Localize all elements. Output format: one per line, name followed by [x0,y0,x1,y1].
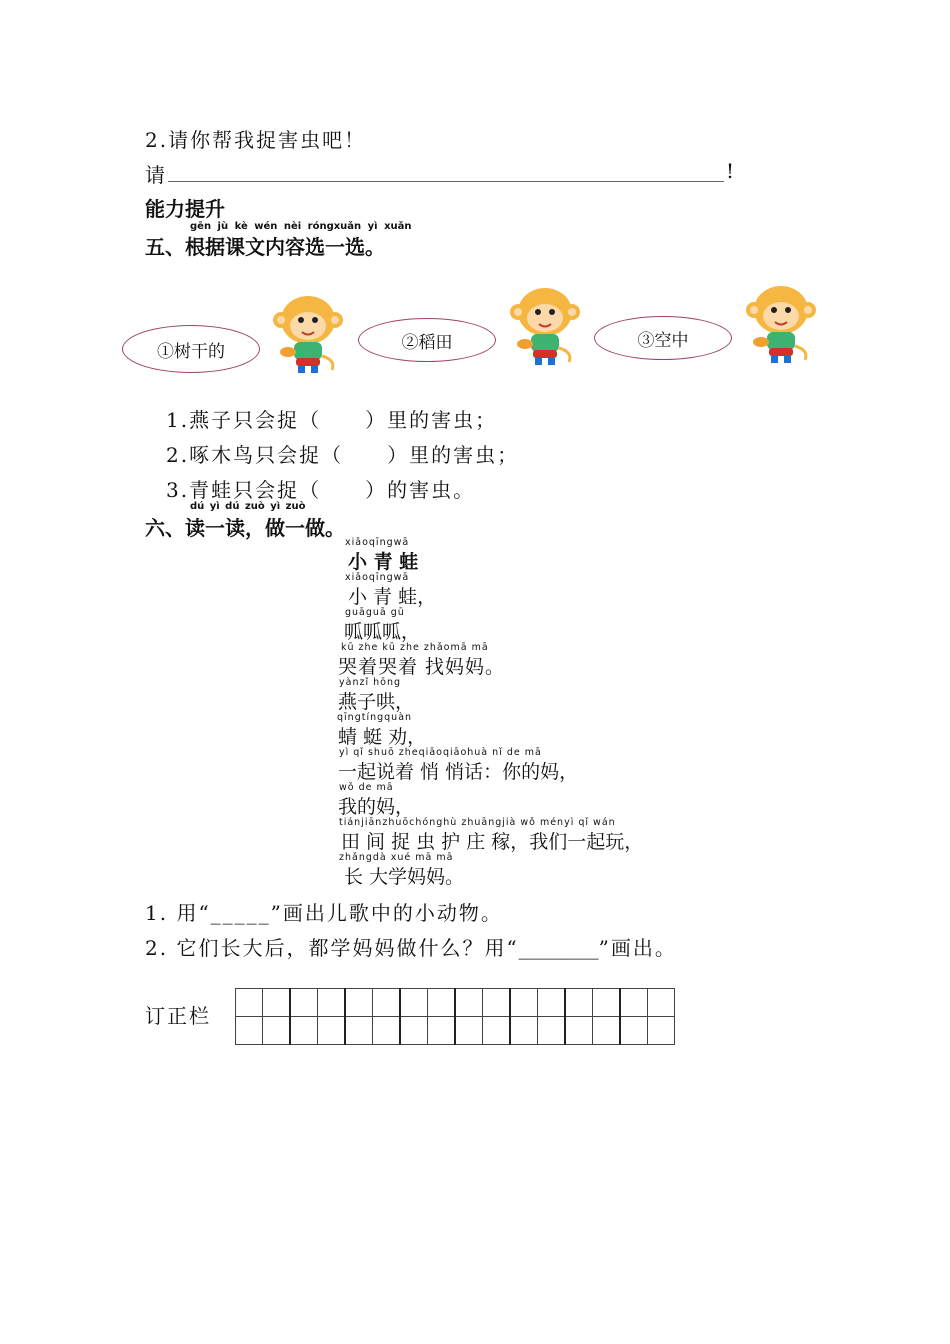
task-6-2 [145,932,677,961]
poem-line-pinyin: yì qǐ shuō zheqiāoqiāohuà nǐ de mā [339,747,542,758]
poem-line: 呱呱呱， [344,621,421,643]
section5-heading: 五、根据课文内容选一选。 [145,235,385,259]
question-5-1: 1.燕子只会捉（ ）里的害虫； [166,408,498,432]
poem-line: 燕子哄， [338,691,415,713]
section6-heading: 六、读一读，做一做。 [145,516,345,540]
task-6-1-after: ”画出儿歌中的小动物。 [270,901,503,925]
poem-line: 田 间 捉 虫 护 庄 稼，我们一起玩， [341,831,644,853]
monkey-icon [499,282,591,368]
poem-line: 小 青 蛙， [348,586,437,608]
option-oval-3[interactable]: ③空中 [594,316,732,360]
poem-line: 一起说着 悄 悄话：你的妈， [338,761,579,783]
poem-line-pinyin: yànzǐ hōng [339,677,401,688]
monkey-icon [735,280,827,366]
poem-title: 小 青 蛙 [348,551,419,573]
section5-pinyin: gēn jù kè wén nèi róngxuǎn yì xuǎn [190,221,412,232]
poem-line: 哭着哭着 找妈妈。 [338,656,506,678]
poem-line-pinyin: wǒ de mā [339,782,394,793]
poem-line-pinyin: kū zhe kū zhe zhǎomā mā [341,642,489,653]
task-6-2-before: 2. 它们长大后，都学妈妈做什么？用“ [145,936,519,960]
answer-suffix: ! [726,159,737,183]
task-6-1-before: 1. 用“ [145,901,211,925]
correction-grid[interactable] [235,988,675,1045]
question-5-3: 3.青蛙只会捉（ ）的害虫。 [166,478,476,502]
question-5-2: 2.啄木鸟只会捉（ ）里的害虫； [166,443,520,467]
monkey-icon [262,290,354,376]
poem-line-pinyin: qīngtíngquàn [337,712,413,723]
option-oval-2[interactable]: ②稻田 [358,318,496,362]
poem-line: 我的妈， [338,796,415,818]
poem-line-pinyin: xiǎoqīngwā [345,572,410,583]
section-ability-heading: 能力提升 [145,197,225,221]
poem-title-pinyin: xiǎoqīngwā [345,537,410,548]
poem-line-pinyin: guāguā gū [345,607,405,618]
answer-prefix: 请 [145,163,167,187]
poem-line-pinyin: tiánjiānzhuōchónghù zhuāngjià wǒ ményì qǐ wán [339,817,616,828]
option-oval-1[interactable]: ①树干的 [122,325,260,373]
answer-line[interactable] [168,181,724,182]
task-6-2-blank: ________ [518,936,599,960]
poem-line-pinyin: zhǎngdà xué mā mā [339,852,454,863]
poem-line: 长 大学妈妈。 [344,866,465,888]
poem-line: 蜻 蜓 劝， [338,726,427,748]
section6-pinyin: dú yì dú zuò yì zuò [190,501,306,512]
question-2-title: 2.请你帮我捉害虫吧！ [145,128,367,152]
task-6-1-blank: _____ [210,901,271,925]
correction-label: 订正栏 [145,1004,211,1028]
task-6-1 [145,897,503,926]
task-6-2-after: ”画出。 [598,936,677,960]
